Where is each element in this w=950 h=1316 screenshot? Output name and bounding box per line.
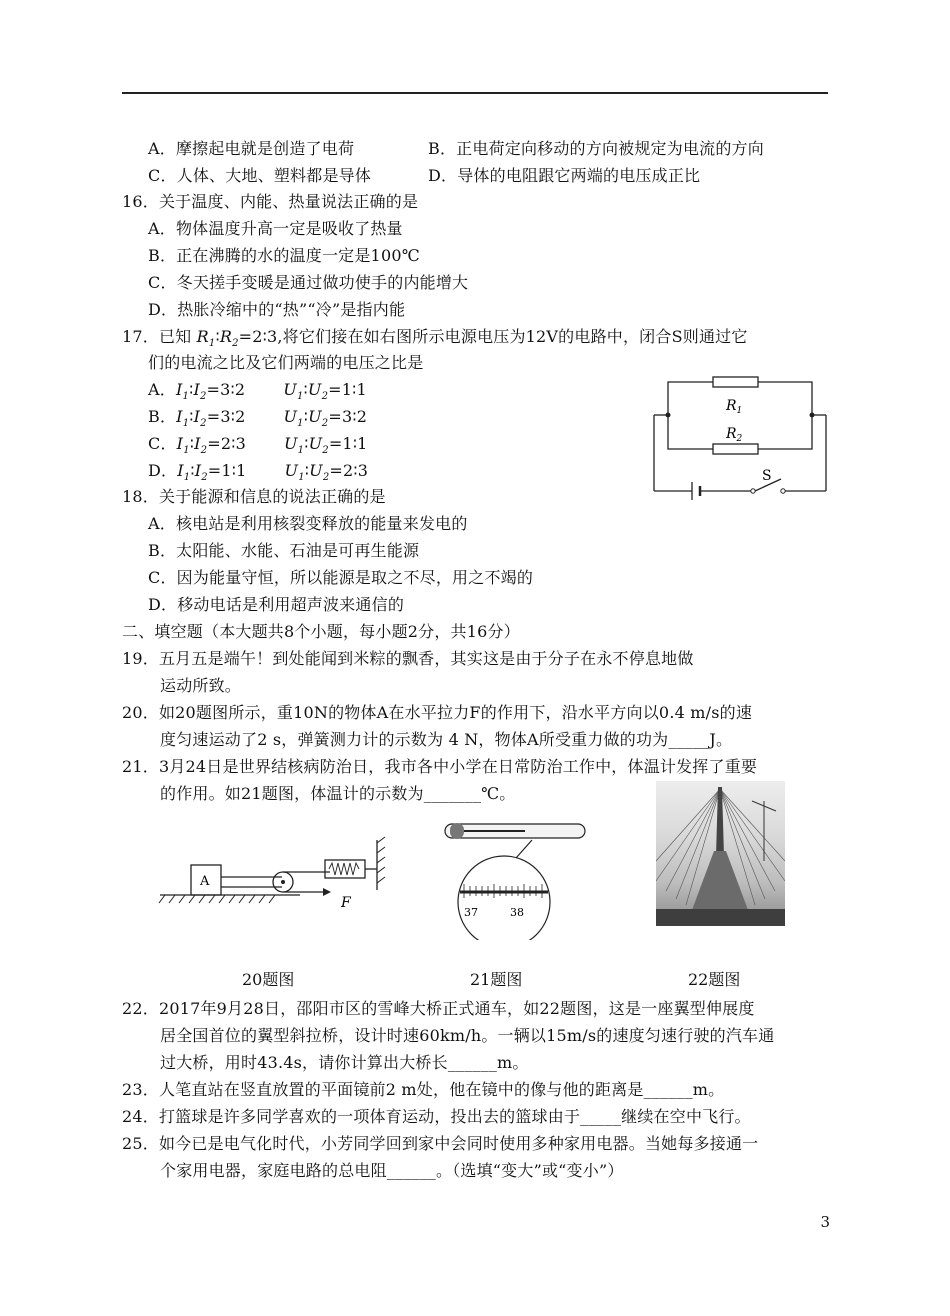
ratio: =2∶3: [329, 461, 369, 480]
circuit-wire: [668, 382, 713, 415]
var-u: U: [308, 407, 322, 426]
q17-option-d: [148, 460, 368, 489]
var-i: I: [193, 407, 201, 426]
sub-1: 1: [208, 338, 216, 350]
ratio: =1∶1: [328, 380, 367, 399]
bridge-drawing: [656, 781, 785, 926]
var-u: U: [307, 380, 322, 399]
pulley-axle: [281, 880, 285, 884]
ratio: =3∶2: [328, 407, 368, 426]
q18-option-d: D．移动电话是利用超声波来通信的: [148, 595, 405, 614]
q24: 24．打篮球是许多同学喜欢的一项体育运动，投出去的篮球由于_____继续在空中飞行。: [122, 1107, 751, 1126]
caption-fig22: 22题图: [688, 970, 741, 989]
circuit-wire: [758, 382, 812, 415]
q20-line-1: 20．如20题图所示，重10N的物体A在水平拉力F的作用下，沿水平方向以0.4 m/s的速: [122, 703, 753, 722]
resistor-r2: [713, 444, 758, 454]
spring-coil: [329, 863, 359, 875]
q16-option-c: C．冬天搓手变暖是通过做功使手的内能增大: [148, 273, 469, 292]
q17-option-c: [148, 433, 368, 462]
ratio-colon: ∶: [215, 327, 220, 346]
sub: 1: [183, 472, 191, 484]
circuit-wire: [758, 415, 812, 449]
sub: 2: [199, 391, 207, 403]
tick-37: 37: [464, 906, 478, 919]
var-i: I: [176, 407, 183, 426]
q15-option-c: C．人体、大地、塑料都是导体: [148, 166, 372, 185]
ratio: =3∶2: [206, 407, 246, 426]
caption-fig20: 20题图: [242, 970, 295, 989]
colon: ∶: [189, 407, 194, 426]
var-u: U: [283, 380, 297, 399]
q17-stem-1: [122, 326, 748, 355]
thermometer-bulb: [450, 823, 464, 839]
colon: ∶: [303, 380, 308, 399]
q17-stem-2: 们的电流之比及它们两端的电压之比是: [148, 353, 424, 372]
caption-fig21: 21题图: [470, 970, 523, 989]
sub: 1: [183, 445, 190, 457]
var-i: I: [176, 434, 184, 453]
var-u: U: [308, 434, 323, 453]
sub: 1: [182, 391, 190, 403]
label-force: F: [341, 895, 351, 911]
page-number: 3: [820, 1213, 830, 1231]
opt-letter: B．: [148, 407, 177, 426]
q25-line-1: 25．如今已是电气化时代，小芳同学回到家中会同时使用多种家用电器。当她每多接通一: [122, 1134, 759, 1153]
switch-contact: [781, 489, 785, 493]
q20-line-2: 度匀速运动了2 s，弹簧测力计的示数为 4 N，物体A所受重力做的功为_____J。: [160, 730, 733, 749]
q17-pre: 17．已知: [122, 327, 197, 346]
opt-letter: C．: [148, 434, 177, 453]
q17-option-b: [148, 406, 367, 435]
fig21-thermometer: [440, 818, 590, 940]
sub: 2: [321, 418, 329, 430]
ratio: =1∶1: [207, 461, 247, 480]
var-i: I: [194, 434, 201, 453]
label-r2: $R_2$: [726, 426, 743, 444]
colon: ∶: [303, 407, 309, 426]
q17-option-a: [148, 379, 367, 408]
header-rule: [122, 92, 828, 94]
q18-stem: 18．关于能源和信息的说法正确的是: [122, 487, 386, 506]
circuit-wire: [668, 415, 713, 449]
q19-line-2: 运动所致。: [160, 676, 242, 695]
var-i: I: [175, 380, 183, 399]
q15-option-a: A．摩擦起电就是创造了电荷: [148, 139, 355, 158]
q15-option-d: D．导体的电阻跟它两端的电压成正比: [428, 166, 701, 185]
opt-letter: A．: [148, 380, 176, 399]
sub: 1: [296, 391, 304, 403]
q18-option-a: A．核电站是利用核裂变释放的能量来发电的: [148, 514, 468, 533]
sub: 2: [200, 418, 207, 430]
section-heading: 二、填空题（本大题共8个小题，每小题2分，共16分）: [122, 622, 520, 641]
q21-line-1: 21．3月24日是世界结核病防治日，我市各中小学在日常防治工作中，体温计发挥了重要: [122, 757, 758, 776]
sub: 2: [322, 445, 329, 457]
var-u: U: [284, 461, 299, 480]
colon: ∶: [304, 461, 310, 480]
colon: ∶: [189, 380, 194, 399]
var-u: U: [309, 461, 323, 480]
ground-hatch: [159, 895, 275, 903]
opt-letter: D．: [148, 461, 178, 480]
circuit-diagram: [640, 370, 840, 500]
sub: 1: [297, 445, 305, 457]
switch-contact: [751, 489, 755, 493]
sub: 2: [200, 445, 208, 457]
colon: ∶: [189, 434, 195, 453]
fig20-pulley-diagram: [155, 835, 390, 915]
label-switch: S: [762, 468, 772, 484]
sub-2: 2: [232, 338, 239, 350]
resistor-r1: [713, 377, 758, 387]
colon: ∶: [190, 461, 195, 480]
sub: 2: [321, 391, 329, 403]
q16-option-b: B．正在沸腾的水的温度一定是100℃: [148, 246, 420, 265]
q19-line-1: 19．五月五是端午！到处能闻到米粽的飘香，其实这是由于分子在永不停息地做: [122, 649, 694, 668]
var-u: U: [283, 407, 298, 426]
q17-post: =2∶3,将它们接在如右图所示电源电压为12V的电路中，闭合S则通过它: [238, 327, 748, 346]
var-i: I: [193, 380, 200, 399]
force-arrow-head: [323, 888, 331, 896]
magnifier-circle: [458, 856, 550, 940]
q16-stem: 16．关于温度、内能、热量说法正确的是: [122, 192, 419, 211]
var-r2: R: [219, 327, 233, 346]
label-block: A: [200, 874, 210, 889]
var-r1: R: [196, 327, 209, 346]
q23: 23．人笔直站在竖直放置的平面镜前2 m处，他在镜中的像与他的距离是______m。: [122, 1080, 725, 1099]
var-i: I: [177, 461, 184, 480]
var-i: I: [194, 461, 202, 480]
q22-line-2: 居全国首位的翼型斜拉桥，设计时速60km/h。一辆以15m/s的速度匀速行驶的汽车通: [160, 1026, 775, 1045]
q15-option-b: B．正电荷定向移动的方向被规定为电流的方向: [428, 139, 764, 158]
tick-38: 38: [510, 906, 524, 919]
q16-option-a: A．物体温度升高一定是吸收了热量: [148, 219, 403, 238]
sub: 1: [182, 418, 190, 430]
magnifier-pointer: [516, 840, 532, 858]
sub: 2: [322, 472, 330, 484]
colon: ∶: [304, 434, 309, 453]
q22-line-3: 过大桥，用时43.4s，请你计算出大桥长______m。: [160, 1053, 529, 1072]
sub: 1: [297, 418, 304, 430]
q22-line-1: 22．2017年9月28日，邵阳市区的雪峰大桥正式通车，如22题图，这是一座翼型伸展度: [122, 999, 755, 1018]
ratio: =3∶2: [206, 380, 246, 399]
bridge-deck: [656, 909, 785, 926]
ratio: =1∶1: [328, 434, 368, 453]
ratio: =2∶3: [207, 434, 246, 453]
fig22-bridge-photo: [656, 781, 785, 926]
label-r1: $R_1$: [726, 398, 743, 416]
var-u: U: [283, 434, 298, 453]
junction-dot: [810, 413, 815, 418]
q21-line-2: 的作用。如21题图，体温计的示数为_______℃。: [160, 784, 516, 803]
sub: 1: [298, 472, 305, 484]
junction-dot: [666, 413, 671, 418]
wall-hatch: [377, 837, 385, 883]
q25-line-2: 个家用电器，家庭电路的总电阻______。（选填“变大”或“变小”）: [160, 1161, 624, 1180]
sub: 2: [201, 472, 208, 484]
q18-option-b: B．太阳能、水能、石油是可再生能源: [148, 541, 420, 560]
q16-option-d: D．热胀冷缩中的“热”“冷”是指内能: [148, 300, 406, 319]
q18-option-c: C．因为能量守恒，所以能源是取之不尽，用之不竭的: [148, 568, 534, 587]
